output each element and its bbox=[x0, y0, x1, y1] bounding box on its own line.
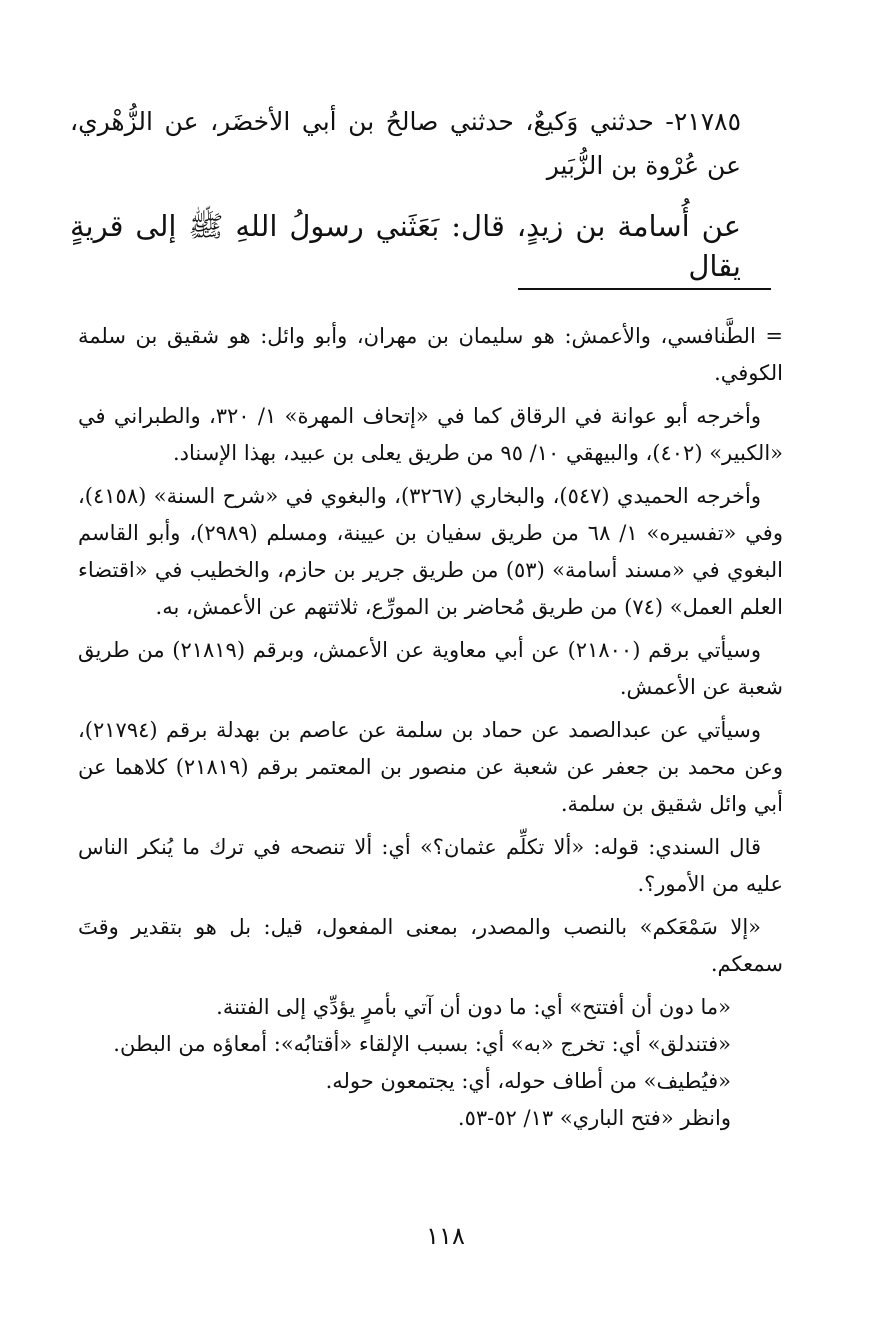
footnote-paragraph: «إلا سَمْعَكم» بالنصب والمصدر، بمعنى المفعول، قيل: بل هو بتقدير وقتَ سمعكم. bbox=[78, 915, 783, 976]
footnote-paragraph: وسيأتي عن عبدالصمد عن حماد بن سلمة عن عاصم بن بهدلة برقم (٢١٧٩٤)، وعن محمد بن جعفر عن شعبة عن منصور بن المعتمر برقم (٢١٨١٩) كلاهما عن أبي وائل شقيق بن سلمة. bbox=[78, 718, 784, 816]
gloss-line: وانظر «فتح الباري» ١٣/ ٥٢-٥٣. bbox=[457, 1106, 731, 1130]
footnote-paragraph: وسيأتي برقم (٢١٨٠٠) عن أبي معاوية عن الأعمش، وبرقم (٢١٨١٩) من طريق شعبة عن الأعمش. bbox=[78, 638, 783, 699]
footnote-paragraph: = الطَّنافسي، والأعمش: هو سليمان بن مهران، وأبو وائل: هو شقيق بن سلمة الكوفي. bbox=[78, 324, 783, 385]
gloss-line: «فيُطيف» من أطاف حوله، أي: يجتمعون حوله. bbox=[325, 1069, 731, 1093]
gloss-line: «فتندلق» أي: تخرج «به» أي: بسبب الإلقاء «أقتابُه»: أمعاؤه من البطن. bbox=[113, 1032, 731, 1056]
gloss-line: «ما دون أن أفتتح» أي: ما دون أن آتي بأمرٍ يؤدِّي إلى الفتنة. bbox=[216, 995, 731, 1019]
footnote-separator bbox=[518, 288, 771, 290]
footnote-paragraph: وأخرجه الحميدي (٥٤٧)، والبخاري (٣٢٦٧)، والبغوي في «شرح السنة» (٤١٥٨)، وفي «تفسيره» ١/ ٦٨ من طريق سفيان بن عيينة، ومسلم (٢٩٨٩)، وأبو القاسم البغوي في «مسند أسامة» (٥٣) من طريق جرير بن حازم، والخطيب في «اقتضاء العلم العمل» (٧٤) من طريق مُحاضر بن المورِّع، ثلاثتهم عن الأعمش، به. bbox=[78, 484, 783, 619]
footnote-paragraph: قال السندي: قوله: «ألا تكلِّم عثمان؟» أي: ألا تنصحه في ترك ما يُنكر الناس عليه من الأمور؟. bbox=[78, 835, 783, 896]
hadith-matn: عن أُسامة بن زيدٍ، قال: بَعَثَني رسولُ اللهِ ﷺ إلى قريةٍ يقال bbox=[70, 209, 741, 283]
footnotes bbox=[78, 318, 783, 1137]
hadith-isnad: ٢١٧٨٥- حدثني وَكيعٌ، حدثني صالحُ بن أبي الأخضَر، عن الزُّهْري، عن عُرْوة بن الزُّبَير bbox=[70, 107, 741, 180]
footnote-paragraph: وأخرجه أبو عوانة في الرقاق كما في «إتحاف المهرة» ١/ ٣٢٠، والطبراني في «الكبير» (٤٠٢)، والبيهقي ١٠/ ٩٥ من طريق يعلى بن عبيد، بهذا الإسناد. bbox=[78, 404, 783, 465]
page-number: ١١٨ bbox=[426, 1222, 465, 1250]
